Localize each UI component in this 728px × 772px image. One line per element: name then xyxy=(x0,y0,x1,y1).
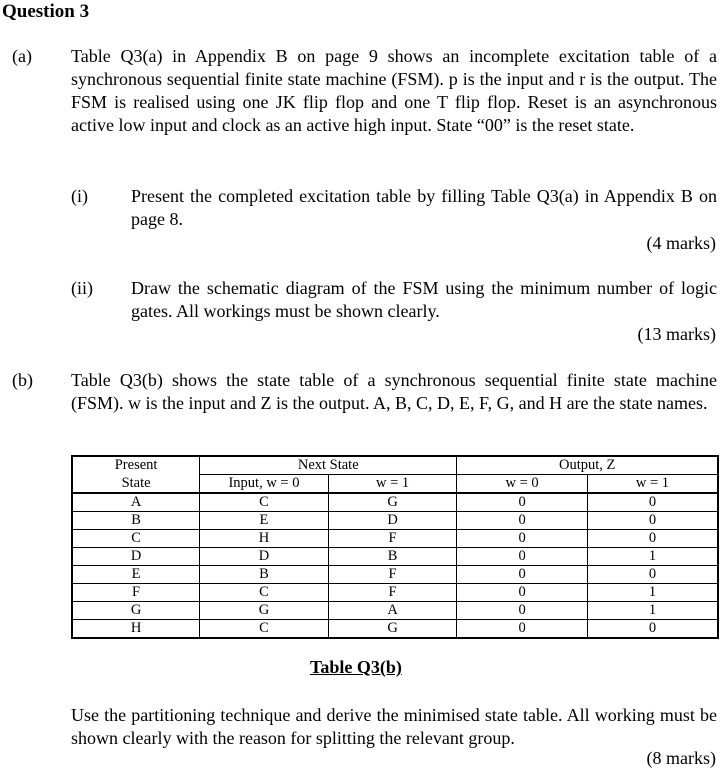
present-state: B xyxy=(72,512,200,530)
subheader-out-w1: w = 1 xyxy=(587,475,718,494)
next-state-w1: F xyxy=(328,566,457,584)
part-b-text: Table Q3(b) shows the state table of a synchronous sequential finite state machine (FSM). w is the input and Z is the output. A, B, C, D, E, F, G, and H are the state names. xyxy=(71,370,717,413)
output-w0: 0 xyxy=(457,530,588,548)
subheader-out-w0: w = 0 xyxy=(457,475,588,494)
output-w0: 0 xyxy=(457,493,588,512)
subheader-next-w0: Input, w = 0 xyxy=(200,475,329,494)
table-row xyxy=(72,620,718,639)
present-state: D xyxy=(72,548,200,566)
next-state-w1: G xyxy=(328,620,457,639)
part-b-instruction: Use the partitioning technique and derive the minimised state table. All working must be shown clearly with the reason for splitting the relevant group. xyxy=(71,705,717,748)
next-state-w1: F xyxy=(328,584,457,602)
present-state: G xyxy=(72,602,200,620)
table-row xyxy=(72,512,718,530)
next-state-w0: H xyxy=(200,530,329,548)
next-state-w0: D xyxy=(200,548,329,566)
output-w0: 0 xyxy=(457,548,588,566)
next-state-w0: C xyxy=(200,620,329,639)
part-a-i-text: Present the completed excitation table by filling Table Q3(a) in Appendix B on page 8. xyxy=(131,186,717,229)
header-present-2: State xyxy=(72,475,200,494)
present-state: A xyxy=(72,493,200,512)
part-a-ii-text: Draw the schematic diagram of the FSM using the minimum number of logic gates. All workings must be shown clearly. xyxy=(131,278,717,321)
present-state: H xyxy=(72,620,200,639)
part-a-ii-marks: (13 marks) xyxy=(637,324,716,344)
table-row xyxy=(72,584,718,602)
next-state-w1: A xyxy=(328,602,457,620)
output-w0: 0 xyxy=(457,602,588,620)
state-table xyxy=(71,455,719,639)
next-state-w1: D xyxy=(328,512,457,530)
output-w0: 0 xyxy=(457,566,588,584)
header-present-1: Present xyxy=(72,456,200,475)
question-title: Question 3 xyxy=(2,1,90,22)
output-w1: 0 xyxy=(587,566,718,584)
next-state-w1: G xyxy=(328,493,457,512)
next-state-w0: G xyxy=(200,602,329,620)
output-w1: 0 xyxy=(587,530,718,548)
part-b-label: (b) xyxy=(12,370,33,390)
table-row xyxy=(72,602,718,620)
part-a-text: Table Q3(a) in Appendix B on page 9 shows an incomplete excitation table of a synchronous sequential finite state machine (FSM). p is the input and r is the output. The FSM is realised using one JK flip flop and one T flip flop. Reset is an asynchronous active low input and clock as an active high input. State “00” is the reset state. xyxy=(71,46,717,135)
output-w1: 0 xyxy=(587,512,718,530)
part-a-i-label: (i) xyxy=(71,186,88,206)
next-state-w1: F xyxy=(328,530,457,548)
output-w0: 0 xyxy=(457,512,588,530)
next-state-w0: C xyxy=(200,493,329,512)
next-state-w0: C xyxy=(200,584,329,602)
present-state: C xyxy=(72,530,200,548)
output-w0: 0 xyxy=(457,620,588,639)
table-row xyxy=(72,566,718,584)
table-row xyxy=(72,530,718,548)
output-w1: 1 xyxy=(587,602,718,620)
table-caption: Table Q3(b) xyxy=(310,657,402,677)
output-w0: 0 xyxy=(457,584,588,602)
output-w1: 0 xyxy=(587,620,718,639)
output-w1: 0 xyxy=(587,493,718,512)
output-w1: 1 xyxy=(587,584,718,602)
subheader-next-w1: w = 1 xyxy=(328,475,457,494)
next-state-w0: E xyxy=(200,512,329,530)
next-state-w0: B xyxy=(200,566,329,584)
header-output: Output, Z xyxy=(457,456,718,475)
header-next-state: Next State xyxy=(200,456,457,475)
present-state: F xyxy=(72,584,200,602)
part-a-ii-label: (ii) xyxy=(71,278,93,298)
table-row xyxy=(72,493,718,512)
output-w1: 1 xyxy=(587,548,718,566)
table-row xyxy=(72,548,718,566)
part-a-label: (a) xyxy=(12,46,32,66)
next-state-w1: B xyxy=(328,548,457,566)
present-state: E xyxy=(72,566,200,584)
part-b-marks: (8 marks) xyxy=(646,748,716,768)
part-a-i-marks: (4 marks) xyxy=(646,233,716,253)
